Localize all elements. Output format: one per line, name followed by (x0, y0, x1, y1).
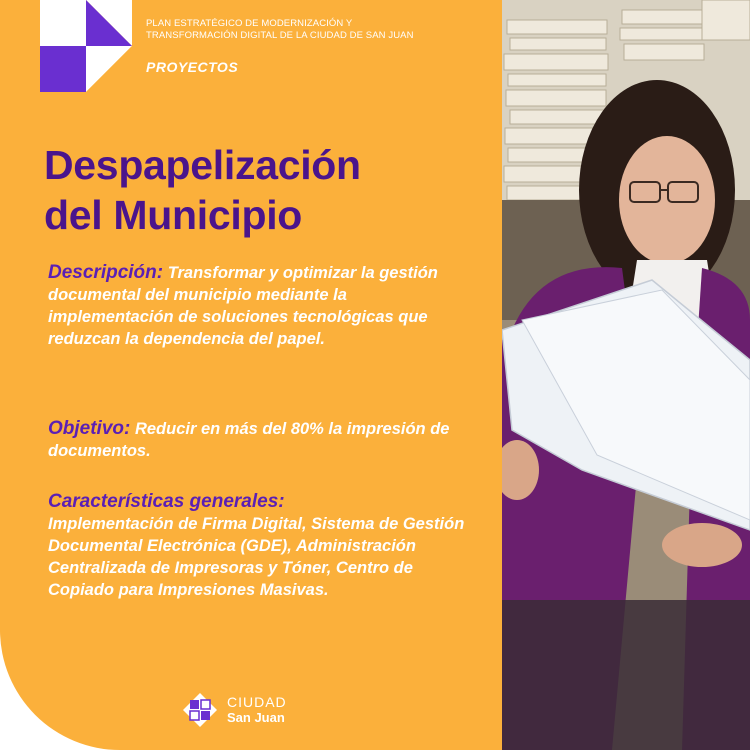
features-block (48, 491, 468, 601)
features-text: Implementación de Firma Digital, Sistema de Gestión Documental Electrónica (GDE), Administración Centralizada de Impresoras y Tóner, Centro de Copiado para Impresiones Masivas. (48, 515, 465, 599)
title-line1: Despapelización (44, 142, 361, 188)
woman-reading-papers-photo (502, 0, 750, 750)
features-label: Características generales: (48, 491, 285, 512)
description-block (48, 262, 468, 350)
ciudad-san-juan-logo-icon (183, 693, 217, 727)
plan-header (146, 18, 466, 42)
geometric-squares-logo-icon (40, 0, 132, 92)
plan-header-line1: PLAN ESTRATÉGICO DE MODERNIZACIÓN Y (146, 18, 353, 29)
header-logo (40, 0, 132, 92)
description-text: Transformar y optimizar la gestión documental del municipio mediante la implementación de soluciones tecnológicas que reduzcan la dependencia del papel. (48, 264, 438, 348)
brand-name (227, 695, 287, 725)
plan-header-line2: TRANSFORMACIÓN DIGITAL DE LA CIUDAD DE SAN JUAN (146, 30, 414, 41)
footer-brand (183, 693, 287, 727)
objective-text: Reducir en más del 80% la impresión de documentos. (48, 420, 450, 460)
brand-line2: San Juan (227, 710, 285, 725)
page-title (44, 140, 484, 240)
description-label: Descripción: (48, 262, 164, 283)
objective-label: Objetivo: (48, 418, 131, 439)
brand-line1: CIUDAD (227, 694, 287, 710)
title-line2: del Municipio (44, 192, 303, 238)
objective-block (48, 418, 468, 462)
section-label: PROYECTOS (146, 59, 239, 75)
